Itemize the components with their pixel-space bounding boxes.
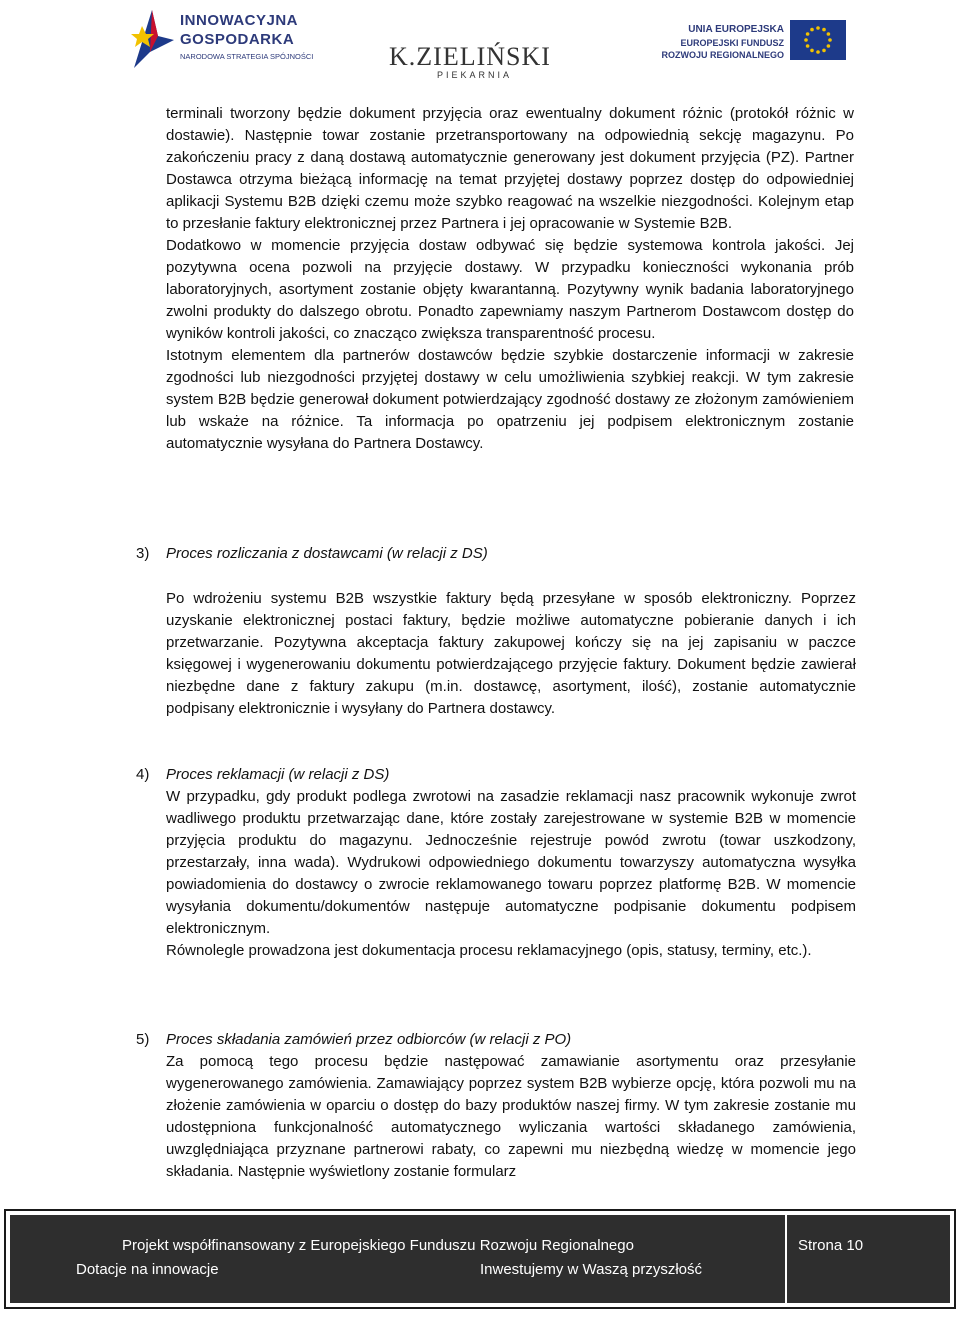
- paragraph: Dodatkowo w momencie przyjęcia dostaw odbywać się będzie systemowa kontrola jakości. Jej pozytywna ocena pozwoli na przyjęcie dostawy. W przypadku konieczności wykonania prób laboratoryjnych, asortyment zostanie objęty kwarantanną. Pozytywny wynik badania laboratoryjnego zwolni produkty do dalszego obrotu. Ponadto zapewniamy naszym Partnerom Dostawcom dostęp do wyników kontroli jakości, co znacząco zwiększa transparentność procesu.: [166, 237, 854, 342]
- section-title: Proces składania zamówień przez odbiorców (w relacji z PO): [166, 1031, 572, 1048]
- paragraph: Równolegle prowadzona jest dokumentacja procesu reklamacyjnego (opis, statusy, terminy, etc.).: [166, 942, 812, 959]
- bakery-sub: PIEKARNIA: [437, 70, 513, 80]
- eu-flag-icon: [790, 20, 846, 60]
- footer-left-text: Dotacje na innowacje: [76, 1261, 219, 1278]
- paragraph: Po wdrożeniu systemu B2B wszystkie faktury będą przesyłane w sposób elektroniczny. Poprzez uzyskanie elektronicznej postaci faktury, będzie możliwe automatyczne pobieranie danych i ich przetwarzanie. Pozytywna akceptacja faktury zakupowej kończy się na jej zapisaniu w paczce księgowej i wygenerowaniu dokumentu potwierdzającego przyjęcie faktury. Dokument będzie zawierał niezbędne dane z faktury zakupu (m.in. dostawcę, asortyment, ilość), zostanie automatycznie podpisany elektronicznie i wysyłany do Partnera dostawcy.: [166, 590, 856, 717]
- eu-line3: ROZWOJU REGIONALNEGO: [661, 50, 784, 60]
- logo-line1: INNOWACYJNA: [180, 12, 299, 29]
- star-flag-icon: [128, 6, 176, 72]
- paragraph: Istotnym elementem dla partnerów dostawców będzie szybkie dostarczenie informacji w zakresie zgodności lub niezgodności przyjętej dostawy w celu umożliwienia szybkiej reakcji. W tym zakresie system B2B będzie generował dokument potwierdzający zgodność dostawy ze złożonym zamówieniem lub wskaże na różnice. Ta informacja po opatrzeniu jej podpisem elektronicznym zostanie automatycznie wysyłana do Partnera Dostawcy.: [166, 347, 854, 452]
- section-number: 3): [136, 545, 150, 562]
- section-heading-3: [136, 543, 488, 565]
- section-number: 4): [136, 766, 150, 783]
- footer-band: [10, 1215, 950, 1303]
- header-logos: [0, 0, 960, 88]
- section-body-4: [166, 786, 856, 962]
- logo-line2: GOSPODARKA: [180, 31, 295, 48]
- zielinski-piekarnia-logo: [385, 40, 551, 84]
- page-number: Strona 10: [798, 1237, 864, 1254]
- section-heading-5: [136, 1029, 571, 1051]
- footer-divider: [785, 1215, 787, 1303]
- innowacyjna-gospodarka-logo: [128, 6, 338, 72]
- logo-line3: NARODOWA STRATEGIA SPÓJNOŚCI: [180, 52, 314, 61]
- intro-text: [166, 103, 854, 455]
- paragraph: Za pomocą tego procesu będzie następować zamawianie asortymentu oraz przesyłanie wygenerowanego zamówienia. Zamawiający poprzez system B2B wybierze opcję, która pozwoli mu na złożenie zamówienia w oparciu o dostęp do bazy produktów naszej firmy. W tym zakresie zostanie mu udostępniona funkcjonalność automatycznego wyliczania wartości składanego zamówienia, uwzględniająca przyznane partnerowi rabaty, co zapewni mu niezbędną wiedzę w momencie jego składania. Następnie wyświetlony zostanie formularz: [166, 1053, 856, 1180]
- page-footer: [4, 1209, 956, 1309]
- footer-right-text: Inwestujemy w Waszą przyszłość: [480, 1261, 702, 1278]
- eu-line2: EUROPEJSKI FUNDUSZ: [680, 38, 784, 48]
- paragraph: terminali tworzony będzie dokument przyjęcia oraz ewentualny dokument różnic (protokół różnic w dostawie). Następnie towar zostanie przetransportowany na odpowiednią sekcję magazynu. Po zakończeniu pracy z daną dostawą automatycznie generowany jest dokument przyjęcia (PZ). Partner Dostawca otrzyma bieżącą informację na temat przyjętej dostawy poprzez dostęp do odpowiedniej aplikacji Systemu B2B dzięki czemu może szybko reagować na wszelkie niezgodności. Kolejnym etap to przesłanie faktury elektronicznej przez Partnera i jej opracowanie w Systemie B2B.: [166, 105, 854, 232]
- section-heading-4: [136, 764, 389, 786]
- section-body-3: [166, 588, 856, 720]
- eu-logo: [636, 20, 846, 76]
- section-title: Proces reklamacji (w relacji z DS): [166, 766, 390, 783]
- footer-project-line: Projekt współfinansowany z Europejskiego Funduszu Rozwoju Regionalnego: [122, 1237, 634, 1254]
- bakery-name: K.ZIELIŃSKI: [389, 42, 551, 71]
- paragraph: W przypadku, gdy produkt podlega zwrotowi na zasadzie reklamacji nasz pracownik wykonuje zwrot wadliwego produktu przetwarzając dane, które zostały zarejestrowane w systemie B2B w momencie przyjęcia produktu do magazynu. Jednocześnie rejestruje powód zwrotu (towar uszkodzony, przestarzały, inna wada). Wydrukowi odpowiedniego dokumentu towarzyszy automatyczna wysyłka powiadomienia do dostawcy o zwrocie reklamowanego towaru poprzez platformę B2B. W momencie wysyłania dokumentu/dokumentów następuje automatyczne podpisanie dokumentu podpisem elektronicznym.: [166, 788, 856, 937]
- section-number: 5): [136, 1031, 150, 1048]
- section-body-5: [166, 1051, 856, 1183]
- eu-line1: UNIA EUROPEJSKA: [688, 24, 784, 35]
- section-title: Proces rozliczania z dostawcami (w relacji z DS): [166, 545, 488, 562]
